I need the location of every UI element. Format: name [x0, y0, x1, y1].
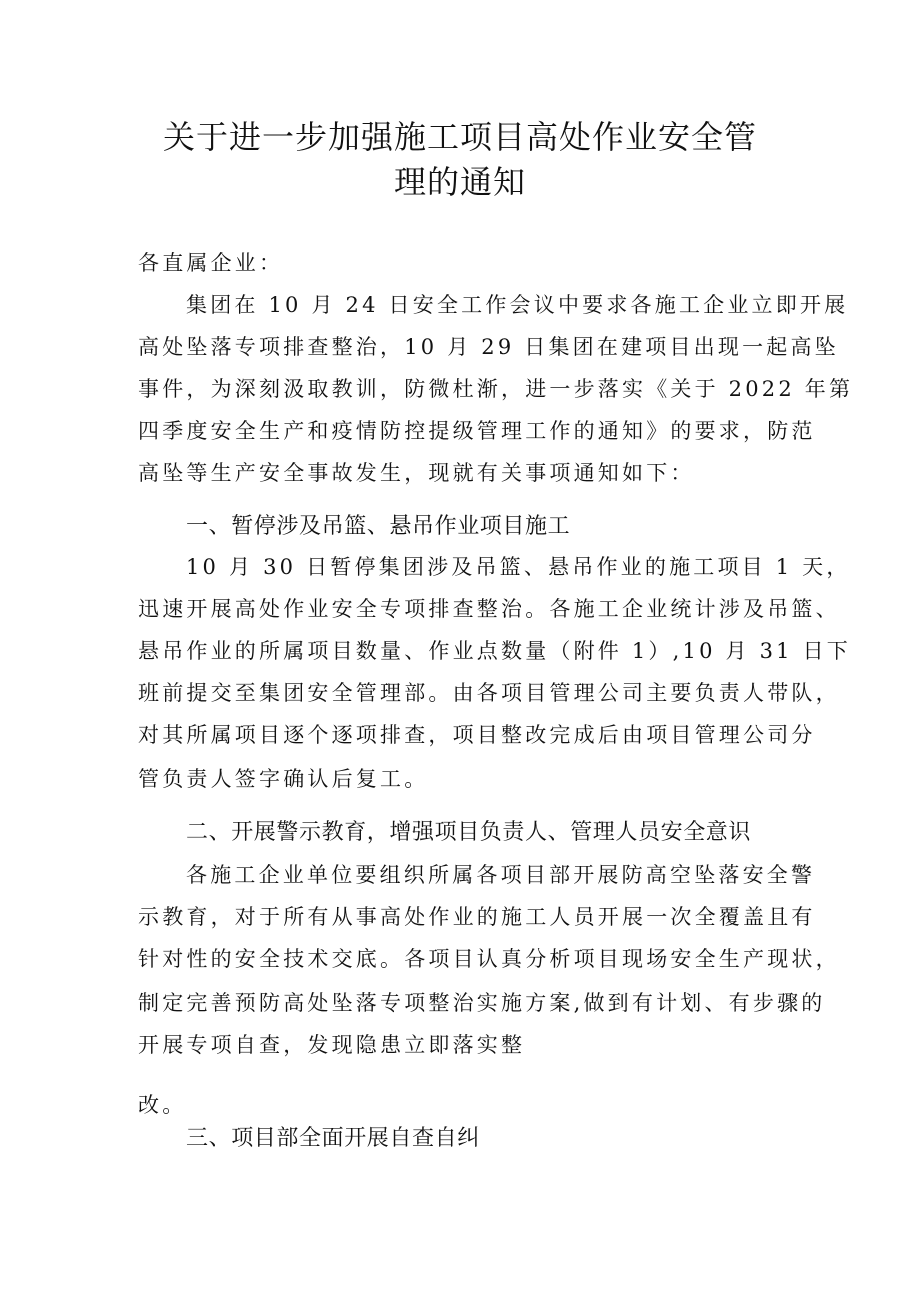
section2-line: 改。 — [138, 1093, 187, 1117]
section1-line: 班前提交至集团安全管理部。由各项目管理公司主要负责人带队， — [138, 681, 840, 705]
section-heading-2: 二、开展警示教育，增强项目负责人、管理人员安全意识 — [186, 820, 752, 845]
section-heading-1: 一、暂停涉及吊篮、悬吊作业项目施工 — [186, 514, 571, 539]
document-title-line-2: 理的通知 — [393, 163, 526, 201]
section1-line: 对其所属项目逐个逐项排查，项目整改完成后由项目管理公司分 — [138, 723, 816, 747]
section2-line: 各施工企业单位要组织所属各项目部开展防高空坠落安全警 — [186, 863, 816, 887]
section2-line: 示教育，对于所有从事高处作业的施工人员开展一次全覆盖且有 — [138, 905, 816, 929]
intro-line: 高坠等生产安全事故发生，现就有关事项通知如下： — [138, 461, 695, 485]
intro-line: 事件，为深刻汲取教训，防微杜渐，进一步落实《关于 2022 年第 — [138, 377, 854, 401]
intro-line: 集团在 10 月 24 日安全工作会议中要求各施工企业立即开展 — [186, 293, 849, 317]
intro-line: 高处坠落专项排查整治，10 月 29 日集团在建项目出现一起高坠 — [138, 335, 839, 359]
section2-line: 开展专项自查，发现隐患立即落实整 — [138, 1033, 526, 1057]
section1-line: 迅速开展高处作业安全专项排查整治。各施工企业统计涉及吊篮、 — [138, 597, 840, 621]
section1-line: 10 月 30 日暂停集团涉及吊篮、悬吊作业的施工项目 1 天， — [186, 555, 851, 579]
section2-line: 制定完善预防高处坠落专项整治实施方案,做到有计划、有步骤的 — [138, 991, 826, 1015]
section1-line: 管负责人签字确认后复工。 — [138, 767, 429, 791]
section-heading-3: 三、项目部全面开展自查自纠 — [186, 1126, 480, 1151]
salutation: 各直属企业： — [138, 251, 284, 275]
section1-line: 悬吊作业的所属项目数量、作业点数量（附件 1）,10 月 31 日下 — [138, 639, 851, 663]
document-title-line-1: 关于进一步加强施工项目高处作业安全管 — [162, 118, 757, 156]
section2-line: 针对性的安全技术交底。各项目认真分析项目现场安全生产现状， — [138, 947, 840, 971]
intro-line: 四季度安全生产和疫情防控提级管理工作的通知》的要求，防范 — [138, 419, 816, 443]
